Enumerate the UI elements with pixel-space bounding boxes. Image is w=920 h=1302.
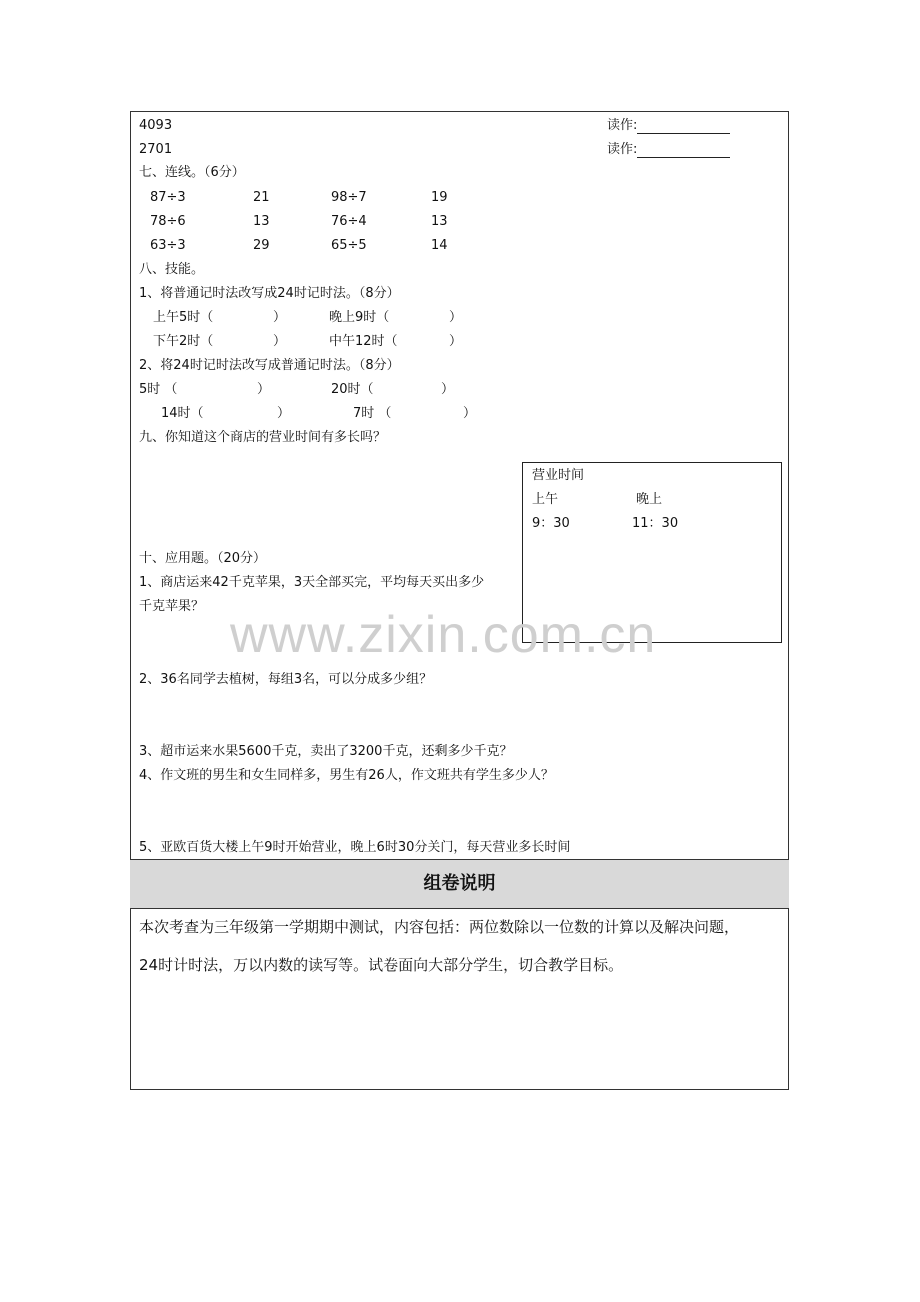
- section-10-title: 十、应用题。（20分）: [139, 551, 267, 566]
- am-time: 9：30: [532, 516, 570, 531]
- application-q1-cont: 千克苹果？: [139, 599, 205, 614]
- explanation-line-1: 本次考查为三年级第一学期期中测试，内容包括：两位数除以一位数的计算以及解决问题，: [139, 918, 740, 936]
- match-expression: 98÷7: [331, 190, 367, 205]
- time-item: 7时 （: [353, 406, 392, 421]
- read-as-line-2: [607, 142, 730, 158]
- business-hours-title: 营业时间: [532, 468, 585, 483]
- match-answer: 13: [253, 214, 270, 229]
- read-as-label: 读作:: [607, 118, 638, 133]
- match-answer: 13: [431, 214, 448, 229]
- section-8-title: 八、技能。: [139, 262, 205, 277]
- time-item: 14时（: [161, 406, 204, 421]
- am-label: 上午: [532, 492, 559, 507]
- time-item: 中午12时（: [329, 334, 398, 349]
- time-item-close: ）: [463, 406, 477, 421]
- number-2701: 2701: [139, 142, 173, 157]
- time-item-close: ）: [449, 334, 463, 349]
- section-8-q1: 1、将普通记时法改写成24时记时法。（8分）: [139, 286, 400, 301]
- match-answer: 21: [253, 190, 270, 205]
- answer-blank: [637, 120, 730, 134]
- explanation-header: [130, 859, 789, 909]
- time-item-close: ）: [449, 310, 463, 325]
- number-4093: 4093: [139, 118, 173, 133]
- watermark: www.zixin.com.cn: [230, 606, 657, 664]
- match-answer: 29: [253, 238, 270, 253]
- time-item: 20时（: [331, 382, 374, 397]
- application-q1: 1、商店运来42千克苹果，3天全部买完，平均每天买出多少: [139, 575, 485, 590]
- explanation-title: 组卷说明: [423, 873, 496, 894]
- match-expression: 78÷6: [150, 214, 186, 229]
- application-q3: 3、超市运来水果5600千克，卖出了3200千克，还剩多少千克？: [139, 744, 513, 759]
- application-q5: 5、亚欧百货大楼上午9时开始营业，晚上6时30分关门，每天营业多长时间: [139, 840, 571, 855]
- time-item-close: ）: [257, 382, 271, 397]
- match-expression: 76÷4: [331, 214, 367, 229]
- match-expression: 65÷5: [331, 238, 367, 253]
- time-item: 5时 （: [139, 382, 178, 397]
- time-item: 上午5时（: [153, 310, 214, 325]
- read-as-label: 读作:: [607, 142, 638, 157]
- time-item: 下午2时（: [153, 334, 214, 349]
- section-7-title: 七、连线。（6分）: [139, 165, 245, 180]
- match-answer: 19: [431, 190, 448, 205]
- section-8-q2: 2、将24时记时法改写成普通记时法。（8分）: [139, 358, 400, 373]
- time-item: 晚上9时（: [329, 310, 390, 325]
- match-expression: 87÷3: [150, 190, 186, 205]
- answer-blank: [637, 144, 730, 158]
- explanation-line-2: 24时计时法，万以内数的读写等。试卷面向大部分学生，切合教学目标。: [139, 956, 624, 974]
- time-item-close: ）: [277, 406, 291, 421]
- section-9-title: 九、你知道这个商店的营业时间有多长吗？: [139, 430, 387, 445]
- pm-time: 11：30: [632, 516, 679, 531]
- application-q2: 2、36名同学去植树，每组3名，可以分成多少组？: [139, 672, 433, 687]
- time-item-close: ）: [273, 310, 287, 325]
- match-expression: 63÷3: [150, 238, 186, 253]
- pm-label: 晚上: [636, 492, 663, 507]
- time-item-close: ）: [441, 382, 455, 397]
- match-answer: 14: [431, 238, 448, 253]
- application-q4: 4、作文班的男生和女生同样多，男生有26人，作文班共有学生多少人？: [139, 768, 554, 783]
- read-as-line-1: [607, 118, 730, 134]
- time-item-close: ）: [273, 334, 287, 349]
